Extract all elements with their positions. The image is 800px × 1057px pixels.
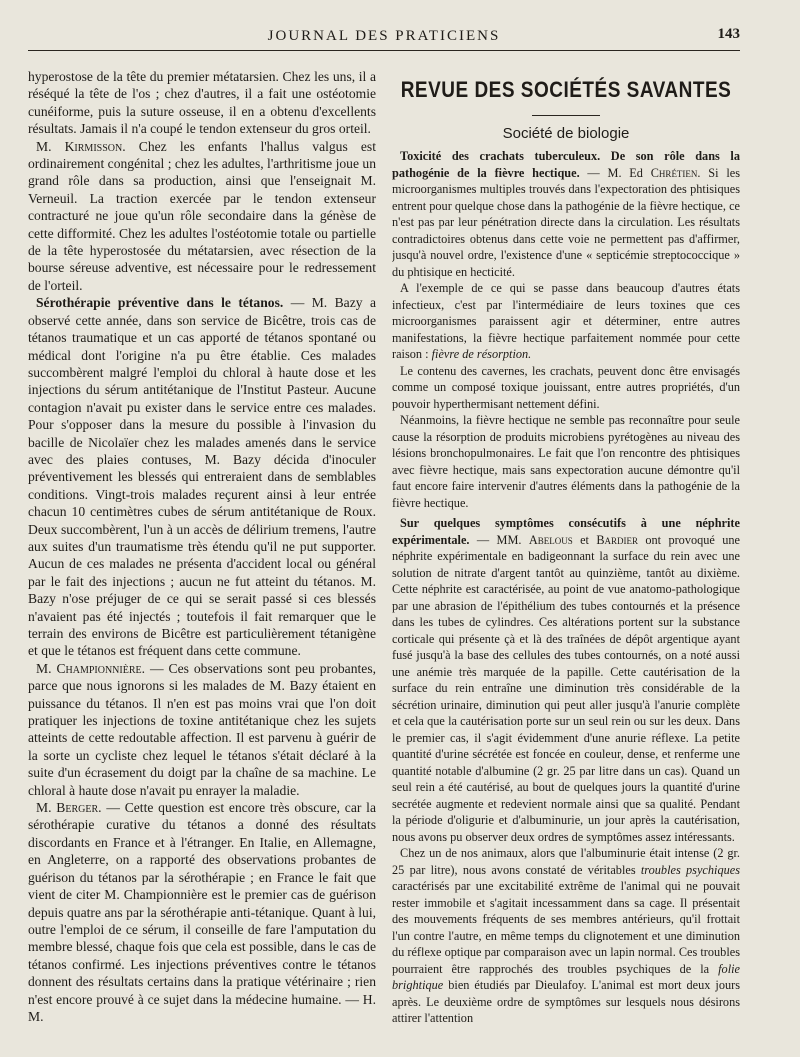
championniere-text: — Ces observations sont peu probantes, parce que nous ignorons si les malades de M. Bazy étaient en puissance du tétanos. Il n'en est pas moins vrai que l'on doit pratiquer les injections de toxine antitétanique chez les sujets atteints de cette redoutable affection. Il est parvenu à guérir de la sorte un cycliste chez lequel le tétanos s'était déclaré à la suite d'un écrasement du doigt par la chaîne de sa machine. Le chloral à haute dose n'avait pu enrayer la maladie. [28,660,376,798]
author-chretien: Chrétien. [650,165,701,180]
running-header [28,26,740,48]
article-heading-nephrite: Sur quelques symptômes consécutifs à une néphrite expérimentale. [392,516,740,547]
nephrite-dash: — MM. [469,532,529,547]
section-heading-serotherapie: Sérothérapie préventive dans le tétanos. [36,295,284,311]
kirmisson-text: Chez les enfants l'hallus valgus est ordinairement congénital ; chez les adultes, l'arthritisme joue un grand rôle dans sa production, ainsi que l'enseignait M. Verneuil. La traction exercée par le tendon extenseur contracturé ne joue qu'un rôle secondaire dans la génèse de cette difformité. Chez les adultes l'ostéotomie totale ou partielle de la tête hyperostosée du métatarsien, avec résection de la bourse séreuse adventive, est nécessaire pour le redressement de l'orteil. [28,138,376,293]
troubles-italic-1: troubles psychiques [640,862,740,877]
nephrite-text: ont provoqué une néphrite expérimentale en badigeonnant la surface du rein avec une solution de nitrate d'argent tantôt au quinzième, tantôt au dixième. Cette néphrite est caractérisée, au point de vue anatomo-pathologique par une abrasion de l'épithélium des tubes contournés et la présence dans les tubes de cylindres. Ces altérations portent sur la substance corticale qui présente çà et là des traînées de dépôt argentique ayant fusé jusqu'à la base des cellules des tubes contournés, on a noté aussi une anémie très marquée de la papille. Cette cautérisation de la surface du rein entraîne une diminution très considérable de la sécrétion urinaire, diminution qui peut aller jusqu'à l'anurie complète et cela que la cautérisation porte sur un seul rein ou sur les deux. Dans le premier cas, il s'agit évidemment d'une anurie réflexe. La petite quantité d'urine sécrétée est foncée en couleur, dense, et renferme une quantité notable d'albumine (2 gr. 25 par litre dans un cas). Quand un seul rein a été cautérisé, au bout de quelques jours la quantité d'urine secrétée augmente et redevient normale ainsi que sa qualité. Pendant la période d'oligurie et d'albuminurie, un jour après la cautérisation, nous avons pu observer deux ordres de symptômes assez intéressants. [392,532,740,844]
paragraph-neanmoins: Néanmoins, la fièvre hectique ne semble pas reconnaître pour seule cause la résorption de produits microbiens pyrétogènes au niveau des lésions bronchopulmonaires. Le fait que l'on rencontre des phtisiques avec fièvre hectique, mais sans expectoration aucune démontre qu'il faut encore faire intervenir d'autres éléments dans la pathogénie de la fièvre hectique. [392,413,740,510]
speaker-championniere: M. Championnière. [36,660,146,676]
page-number: 143 [717,26,740,42]
paragraph-cavernes: Le contenu des cavernes, les crachats, peuvent donc être envisagés comme un composé toxique jouissant, entre autres propriétés, d'un pouvoir hyperthermisant nettement défini. [392,363,740,411]
subsection-title-societe: Société de biologie [502,124,630,142]
author-abelous: Abelous [528,532,573,547]
paragraph-kirmisson [28,138,376,295]
toxines-italic: fièvre de résorption. [431,347,532,361]
paragraph-championniere [28,660,376,799]
troubles-italic-2: folie brightique [392,961,740,992]
troubles-text-b: caractérisés par une excitabilité extrême de l'animal qui ne pouvait rester immobile et s'agitait incessamment dans sa cage. Il présentait des mouvements fréquents de ses membres antérieurs, qu'il frottait l'un contre l'autre, en même temps du clignotement et une diminution du réflexe optique par comparaison avec un lapin normal. Ces troubles pourraient être rapprochés des troubles psychiques de la [392,879,740,976]
toxicite-dash: — M. Ed [579,165,651,180]
paragraph-nephrite [392,515,740,845]
toxicite-text: Si les microorganismes multiples trouvés dans l'expectoration des phtisiques entrent pour quelque chose dans la pathogénie de la fièvre hectique, ce n'est pas par leur pénétration directe dans la circulation. Les résultats contradictoires obtenus dans cette voie ne permettent pas d'affirmer, jusqu'à nouvel ordre, l'existence d'une « septicémie streptococcique » du phtisique en hecticité. [392,165,740,279]
paragraph-serotherapie [28,294,376,660]
troubles-text-c: bien étudiés par Dieulafoy. L'animal est mort deux jours après. Le deuxième ordre de symptômes sur lesquels nous désirons attirer l'attention [392,978,740,1025]
journal-title: JOURNAL DES PRATICIENS [267,28,501,44]
speaker-kirmisson: M. Kirmisson. [36,138,126,154]
troubles-text-a: Chez un de nos animaux, alors que l'albuminurie était intense (2 gr. 25 par litre), nous avons constaté de véritables [392,846,740,877]
nephrite-et: et [572,532,597,547]
speaker-berger: M. Berger. [36,800,102,816]
author-bardier: Bardier [596,532,639,547]
paragraph-troubles [392,845,740,1027]
toxines-text: A l'exemple de ce qui se passe dans beaucoup d'autres états infectieux, c'est par l'intermédiaire de leurs toxines que ces microorganismes paraissent agir et déterminer, entre autres manifestations, la fièvre hectique parfaitement nommée pour cette raison : [392,281,740,361]
paragraph-toxicite [392,148,740,280]
header-rule [28,50,740,51]
article-heading-toxicite: Toxicité des crachats tuberculeux. De son rôle dans la pathogénie de la fièvre hectique. [392,149,740,180]
title-rule [532,115,600,116]
paragraph-toxines [392,280,740,363]
bazy-text: — M. Bazy a observé cette année, dans son service de Bicêtre, trois cas de tétanos traumatique et un cas apporté de tétanos spontané ou médical dont l'origine n'a pu être établie. Ces malades succombèrent malgré l'emploi du chloral à haute dose et les injections du sérum antitétanique de l'Institut Pasteur. Aucune contagion n'avait pu exister dans le service entre ces malades. Pour s'opposer dans la mesure du possible à l'invasion du bacille de Nicolaïer chez les malades amenés dans le service avec des plaies contuses, M. Bazy décida d'inoculer préventivement les blessés qui entreraient dans de semblables conditions. Vingt-trois malades reçurent ainsi à leur entrée chacun 10 centimètres cubes de sérum antitétanique de Roux. Deux succombèrent, l'un à un accès de délirium tremens, l'autre aux suites d'un traumatisme très étendu qu'il ne put supporter. Aucun de ces malades ne présenta d'accident local ou général par le fait des injections ; aucun ne fut atteint du tétanos. M. Bazy n'ose préjuger de ce qui se serait passé si ces blessés n'avaient pas été injectés ; toutefois il fait remarquer que le terrain des environs de Bicêtre est particulièrement tétanigène et que le tétanos est fréquent dans cette commune. [28,295,376,659]
berger-text: — Cette question est encore très obscure, car la sérothérapie curative du tétanos a donné des résultats discordants en France et à l'étranger. En Italie, en Allemagne, en Angleterre, on a rapporté des observations probantes de guérison du tétanos par la sérothérapie ; en France le fait que vient de citer M. Championnière est le premier cas de guérison depuis quatre ans par la sérothérapie anti-tétanique. Quant à lui, outre l'emploi de ce sérum, il conseille de fare l'amputation du membre blessé, chaque fois que cela est possible, dans le cas de tétanos confirmé. Les injections préventives contre le tétanos donnent des résultats certains dans la pratique vétérinaire ; rien n'est encore prouvé à ce sujet dans la médecine humaine. — H. M. [28,800,376,1024]
paragraph-hallux-intro: hyperostose de la tête du premier métatarsien. Chez les uns, il a réséqué la tête de l'os ; chez d'autres, il a fait une ostéotomie cunéiforme, puis la suture osseuse, il en a obtenu d'excellents résultats. Jamais il n'a coupé le tendon extenseur du gros orteil. [28,69,376,137]
left-column [28,68,376,1048]
section-title-revue: REVUE DES SOCIÉTÉS SAVANTES [400,78,732,103]
right-column [392,68,740,1048]
paragraph-berger [28,799,376,1025]
